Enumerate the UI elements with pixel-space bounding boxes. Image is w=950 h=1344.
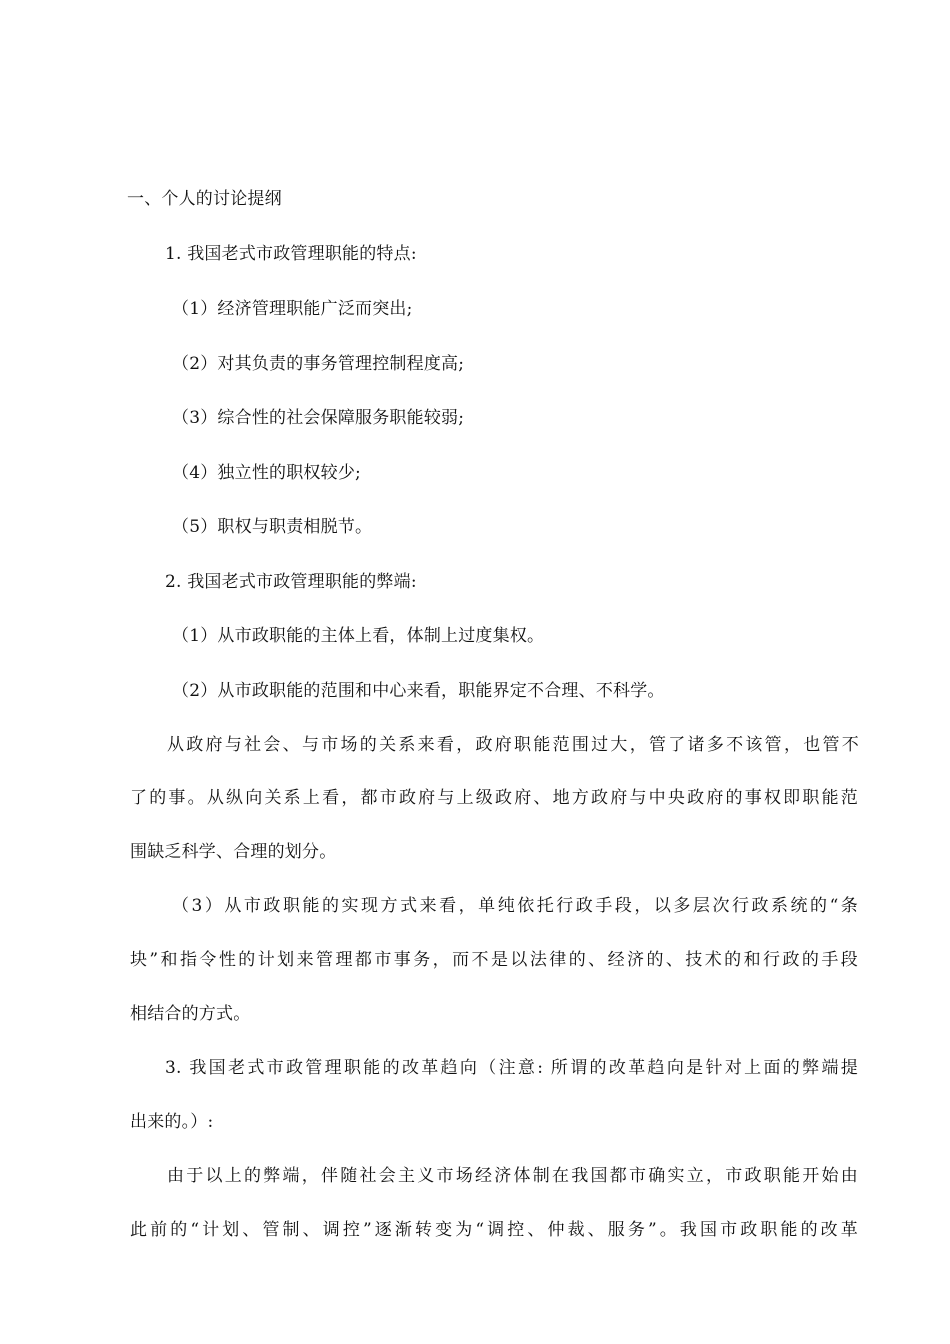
- section2-paragraph-line-1: 从政府与社会、与市场的关系来看，政府职能范围过大，管了诸多不该管，也管不: [167, 735, 859, 755]
- section2-item-3-line-1: （3）从市政职能的实现方式来看，单纯依托行政手段，以多层次行政系统的“条: [172, 896, 858, 916]
- section1-item-5: （5）职权与职责相脱节。: [172, 517, 373, 537]
- section1-item-3: （3）综合性的社会保障服务职能较弱;: [172, 408, 465, 428]
- section2-title: 2. 我国老式市政管理职能的弊端:: [165, 572, 417, 592]
- section3-title-line-1: 3. 我国老式市政管理职能的改革趋向（注意: 所谓的改革趋向是针对上面的弊端提: [165, 1058, 858, 1078]
- section3-title-line-2: 出来的。）:: [130, 1112, 214, 1132]
- heading: 一、个人的讨论提纲: [127, 189, 282, 209]
- section2-paragraph-line-3: 围缺乏科学、合理的划分。: [130, 842, 337, 862]
- section2-item-3-line-3: 相结合的方式。: [130, 1004, 251, 1024]
- section2-item-2: （2）从市政职能的范围和中心来看，职能界定不合理、不科学。: [172, 681, 665, 701]
- section2-item-1: （1）从市政职能的主体上看，体制上过度集权。: [172, 626, 545, 646]
- section1-item-4: （4）独立性的职权较少;: [172, 463, 361, 483]
- section1-title: 1. 我国老式市政管理职能的特点:: [165, 244, 417, 264]
- section1-item-2: （2）对其负责的事务管理控制程度高;: [172, 354, 465, 374]
- section2-item-3-line-2: 块”和指令性的计划来管理都市事务，而不是以法律的、经济的、技术的和行政的手段: [130, 950, 858, 970]
- section3-paragraph-line-2: 此前的“计划、管制、调控”逐渐转变为“调控、仲裁、服务”。我国市政职能的改革: [130, 1220, 858, 1240]
- section1-item-1: （1）经济管理职能广泛而突出;: [172, 299, 413, 319]
- section2-paragraph-line-2: 了的事。从纵向关系上看，都市政府与上级政府、地方政府与中央政府的事权即职能范: [130, 788, 858, 808]
- section3-paragraph-line-1: 由于以上的弊端，伴随社会主义市场经济体制在我国都市确实立，市政职能开始由: [167, 1166, 858, 1186]
